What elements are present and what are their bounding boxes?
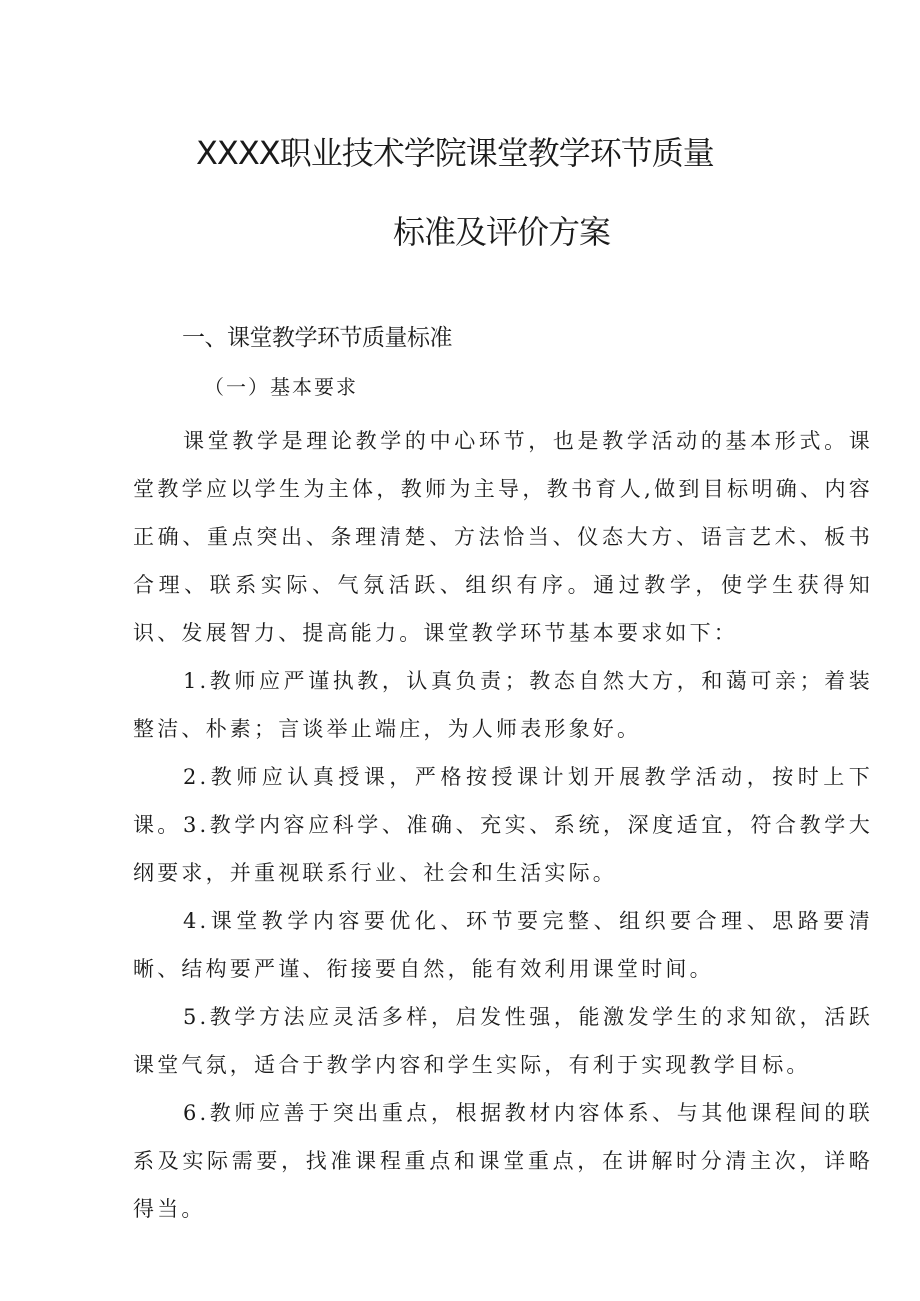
requirement-item-5: 5.教学方法应灵活多样，启发性强，能激发学生的求知欲，活跃课堂气氛，适合于教学内容和学生实际，有利于实现教学目标。 xyxy=(133,1005,873,1077)
document-title-line-2: 标准及评价方案 xyxy=(393,213,611,251)
requirement-item-4: 4.课堂教学内容要优化、环节要完整、组织要合理、思路要清晰、结构要严谨、衔接要自然，能有效利用课堂时间。 xyxy=(133,909,873,981)
intro-paragraph: 课堂教学是理论教学的中心环节，也是教学活动的基本形式。课堂教学应以学生为主体，教师为主导，教书育人,做到目标明确、内容正确、重点突出、条理清楚、方法恰当、仪态大方、语言艺术、板书合理、联系实际、气氛活跃、组织有序。通过教学，使学生获得知识、发展智力、提高能力。课堂教学环节基本要求如下： xyxy=(133,429,873,645)
requirement-item-3: 3.教学内容应科学、准确、充实、系统，深度适宜，符合教学大纲要求，并重视联系行业、社会和生活实际。 xyxy=(133,813,873,885)
requirement-item-1: 1.教师应严谨执教，认真负责；教态自然大方，和蔼可亲；着装整洁、朴素；言谈举止端庄，为人师表形象好。 xyxy=(133,669,873,741)
subsection-heading-basic-requirements: （一）基本要求 xyxy=(204,375,358,399)
requirement-item-2: 2.教师应认真授课，严格按授课计划开展教学活动，按时上下课。 xyxy=(133,765,873,837)
requirement-item-6: 6.教师应善于突出重点，根据教材内容体系、与其他课程间的联系及实际需要，找准课程重点和课堂重点，在讲解时分清主次，详略得当。 xyxy=(133,1101,873,1221)
section-heading-quality-standards: 一、课堂教学环节质量标准 xyxy=(182,325,452,351)
document-title-line-1: XXXX职业技术学院课堂教学环节质量 xyxy=(196,134,714,172)
